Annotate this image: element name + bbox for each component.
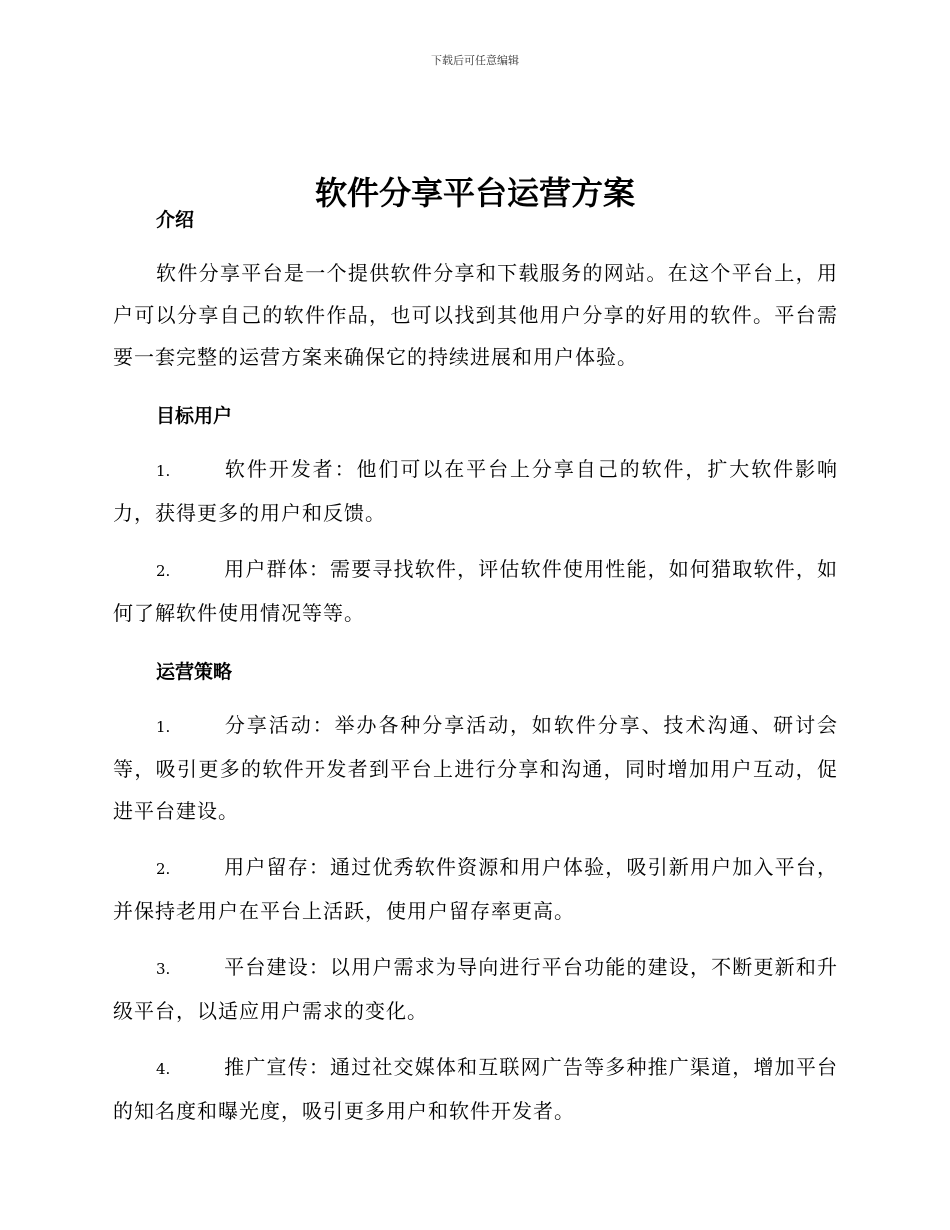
list-item-text: 用户群体：需要寻找软件，评估软件使用性能，如何猎取软件，如何了解软件使用情况等等。: [113, 557, 838, 625]
list-number: 1.: [156, 718, 171, 736]
list-item-text: 平台建设：以用户需求为导向进行平台功能的建设，不断更新和升级平台，以适应用户需求的变化。: [113, 955, 838, 1023]
list-item: [113, 448, 838, 534]
list-item: [113, 846, 838, 932]
list-item-text: 推广宣传：通过社交媒体和互联网广告等多种推广渠道，增加平台的知名度和曝光度，吸引更多用户和软件开发者。: [113, 1055, 838, 1123]
list-item: [113, 704, 838, 832]
section-heading-target-users: 目标用户: [156, 405, 233, 427]
document-title: 软件分享平台运营方案: [314, 174, 635, 213]
list-item: [113, 946, 838, 1032]
list-item: [113, 1046, 838, 1132]
header-note: 下载后可任意编辑: [431, 54, 519, 67]
list-item-text: 分享活动：举办各种分享活动，如软件分享、技术沟通、研讨会等，吸引更多的软件开发者到平台上进行分享和沟通，同时增加用户互动，促进平台建设。: [113, 713, 838, 823]
list-item-text: 用户留存：通过优秀软件资源和用户体验，吸引新用户加入平台，并保持老用户在平台上活跃，使用户留存率更高。: [113, 855, 838, 923]
list-number: 2.: [156, 562, 171, 580]
document-body: [113, 202, 838, 1132]
list-number: 1.: [156, 462, 171, 480]
list-number: 2.: [156, 860, 171, 878]
list-item-text: 软件开发者：他们可以在平台上分享自己的软件，扩大软件影响力，获得更多的用户和反馈。: [113, 457, 838, 525]
list-item: [113, 548, 838, 634]
section-heading-intro: 介绍: [156, 209, 195, 231]
section-heading-strategy: 运营策略: [156, 661, 233, 683]
intro-paragraph: 软件分享平台是一个提供软件分享和下载服务的网站。在这个平台上，用户可以分享自己的软件作品，也可以找到其他用户分享的好用的软件。平台需要一套完整的运营方案来确保它的持续进展和用户体验。: [113, 261, 838, 369]
list-number: 3.: [156, 960, 171, 978]
list-number: 4.: [156, 1060, 171, 1078]
